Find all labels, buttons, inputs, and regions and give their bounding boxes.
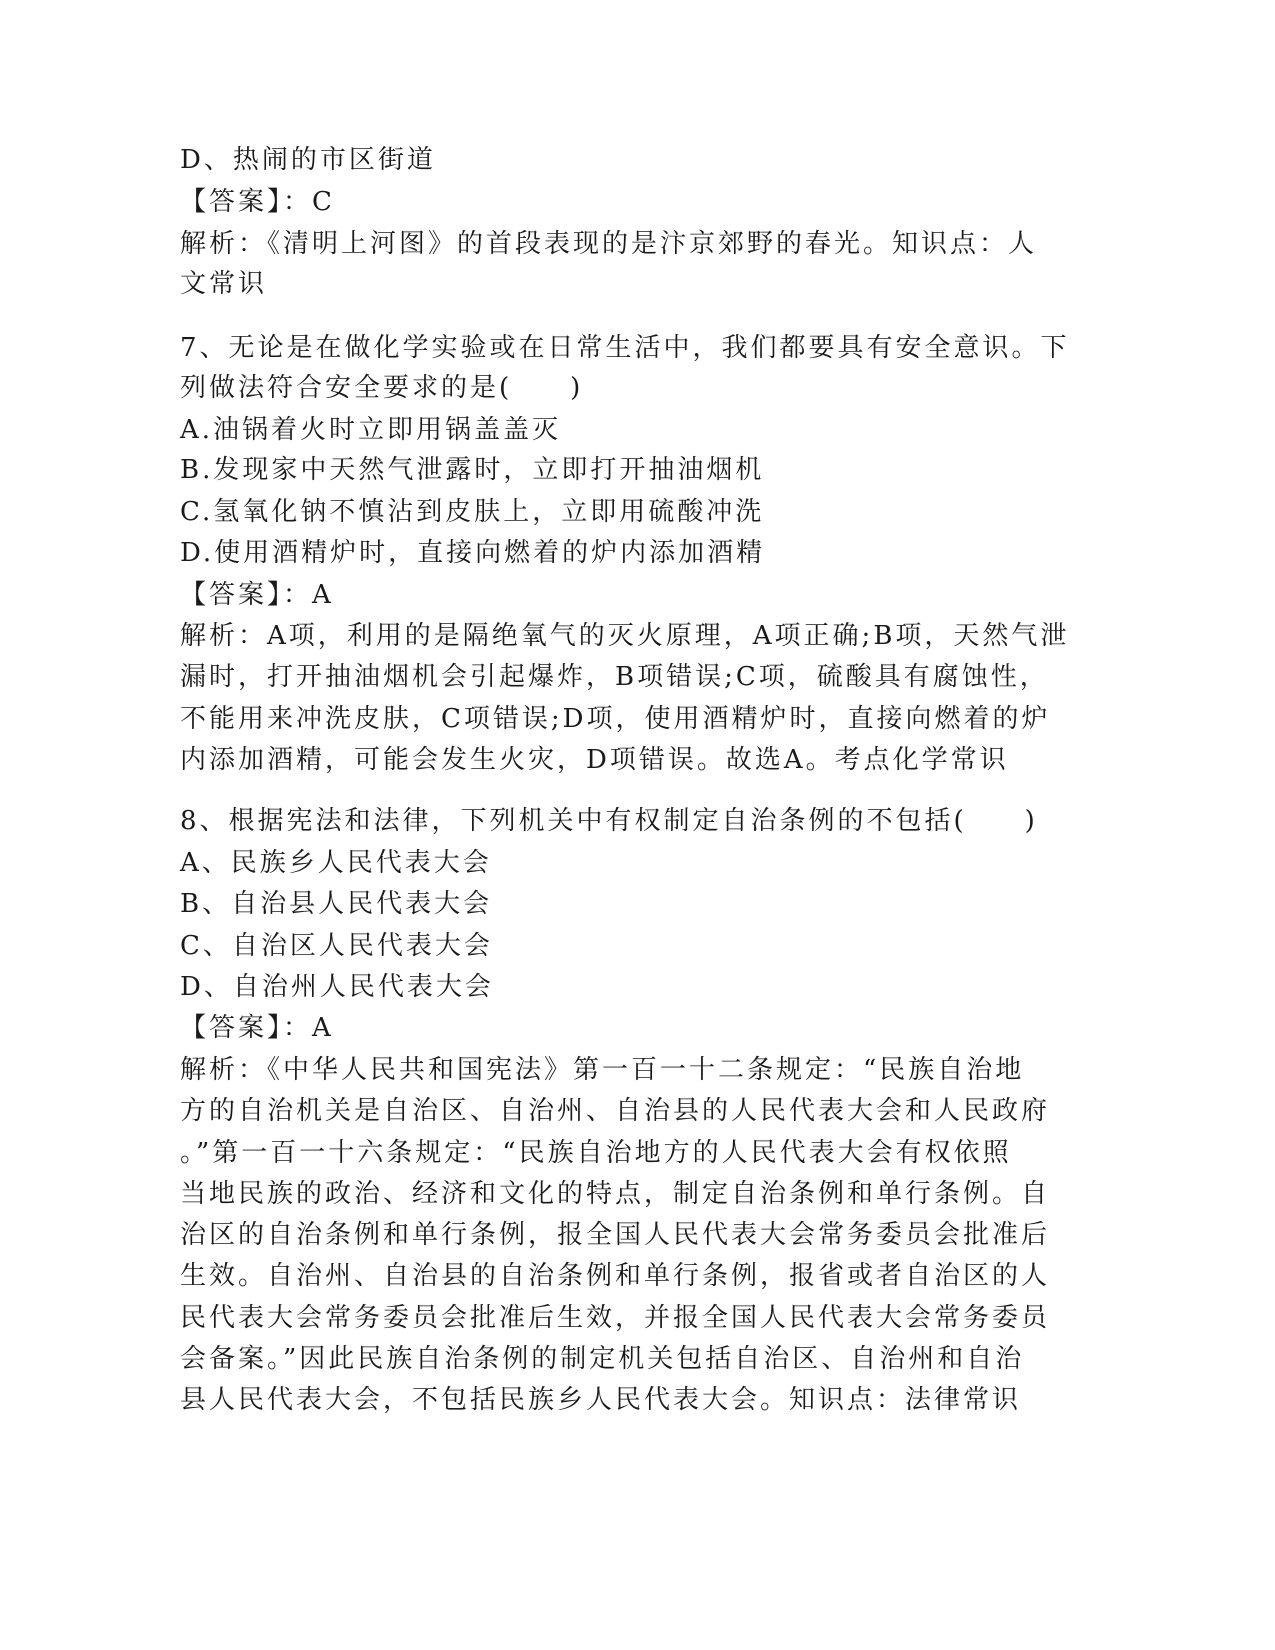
q6-answer: 【答案】：C [180,187,335,217]
q7-option-b: B.发现家中天然气泄露时，立即打开抽油烟机 [180,455,765,485]
q8-option-c: C、自治区人民代表大会 [180,931,493,961]
q8-option-a: A、民族乡人民代表大会 [180,848,492,878]
q7-option-a: A.油锅着火时立即用锅盖盖灭 [180,415,562,445]
q7-option-d: D.使用酒精炉时，直接向燃着的炉内添加酒精 [180,538,766,568]
q8-analysis-line: 。”第一百一十六条规定：“民族自治地方的人民代表大会有权依照 [180,1138,1012,1168]
q7-analysis-line: 漏时，打开抽油烟机会引起爆炸，B项错误;C项，硫酸具有腐蚀性， [180,662,1049,692]
q8-question: 8、根据宪法和法律，下列机关中有权制定自治条例的不包括( ) [180,806,1038,836]
q8-analysis-line: 解析：《中华人民共和国宪法》第一百一十二条规定：“民族自治地 [180,1055,1025,1085]
q7-analysis-line: 内添加酒精，可能会发生火灾，D项错误。故选A。考点化学常识 [180,745,1009,775]
q7-analysis-line: 解析：A项，利用的是隔绝氧气的灭火原理，A项正确;B项，天然气泄 [180,621,1070,651]
q8-analysis-line: 会备案。”因此民族自治条例的制定机关包括自治区、自治州和自治 [180,1344,1025,1374]
q8-analysis-line: 治区的自治条例和单行条例，报全国人民代表大会常务委员会批准后 [180,1220,1051,1250]
q8-analysis-line: 县人民代表大会，不包括民族乡人民代表大会。知识点：法律常识 [180,1385,1022,1415]
q7-analysis-line: 不能用来冲洗皮肤，C项错误;D项，使用酒精炉时，直接向燃着的炉 [180,704,1051,734]
q7-option-c: C.氢氧化钠不慎沾到皮肤上，立即用硫酸冲洗 [180,497,765,527]
q6-option-d: D、热闹的市区街道 [180,145,436,175]
q8-answer: 【答案】：A [180,1013,334,1043]
q8-analysis-line: 生效。自治州、自治县的自治条例和单行条例，报省或者自治区的人 [180,1261,1051,1291]
q7-question-line: 7、无论是在做化学实验或在日常生活中，我们都要具有安全意识。下 [180,333,1070,363]
q8-analysis-line: 民代表大会常务委员会批准后生效，并报全国人民代表大会常务委员 [180,1303,1051,1333]
q6-analysis-line: 文常识 [180,269,268,299]
q8-option-d: D、自治州人民代表大会 [180,972,494,1002]
q6-analysis-line: 解析：《清明上河图》的首段表现的是汴京郊野的春光。知识点：人 [180,229,1038,259]
q8-option-b: B、自治县人民代表大会 [180,889,493,919]
q8-analysis-line: 当地民族的政治、经济和文化的特点，制定自治条例和单行条例。自 [180,1179,1051,1209]
q8-analysis-line: 方的自治机关是自治区、自治州、自治县的人民代表大会和人民政府 [180,1096,1051,1126]
q7-answer: 【答案】：A [180,580,334,610]
q7-question-line: 列做法符合安全要求的是( ) [180,373,584,403]
